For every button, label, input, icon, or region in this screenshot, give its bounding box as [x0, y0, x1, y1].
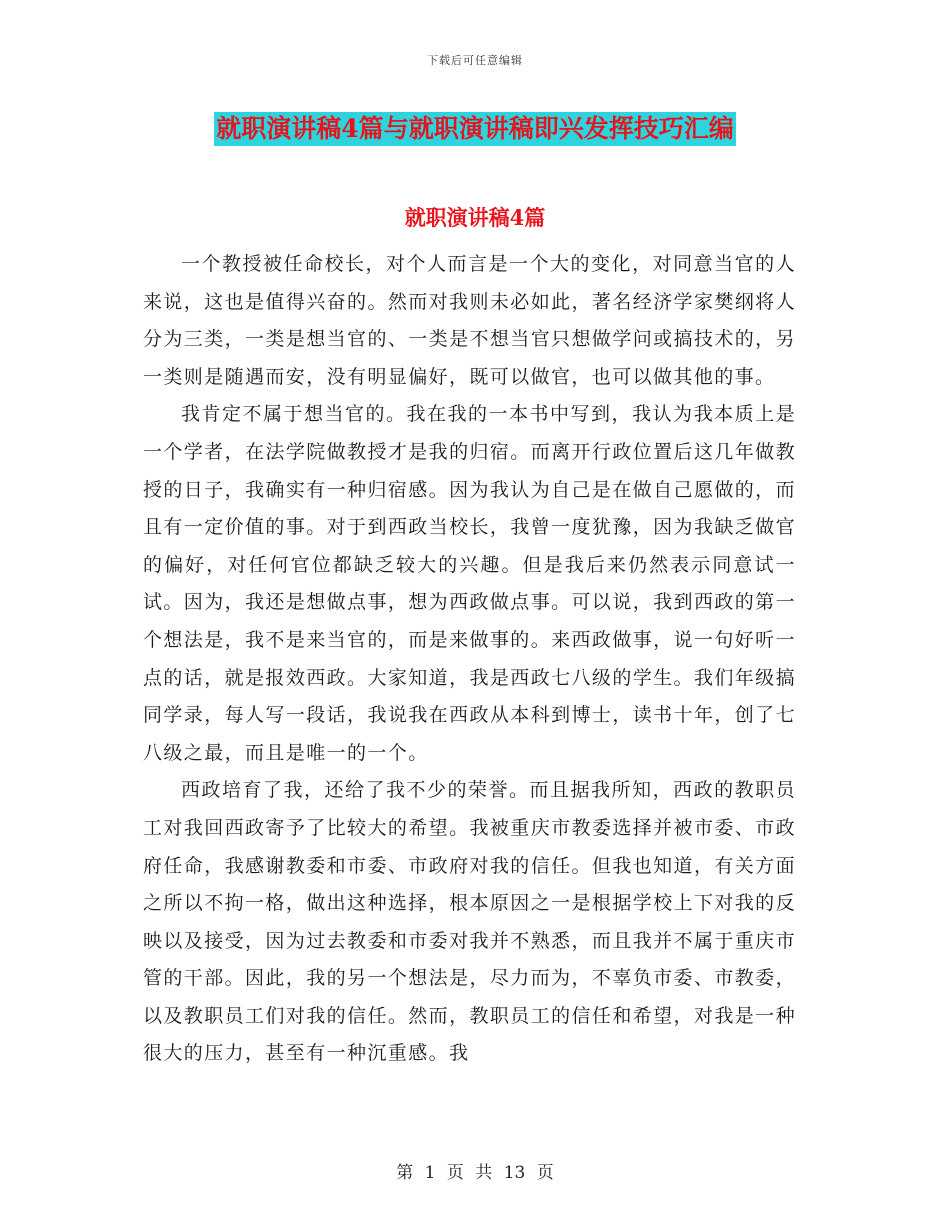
paragraph: 我肯定不属于想当官的。我在我的一本书中写到，我认为我本质上是一个学者，在法学院做教授才是我的归宿。而离开行政位置后这几年做教授的日子，我确实有一种归宿感。因为我认为自己是在做自己愿做的，而且有一定价值的事。对于到西政当校长，我曾一度犹豫，因为我缺乏做官的偏好，对任何官位都缺乏较大的兴趣。但是我后来仍然表示同意试一试。因为，我还是想做点事，想为西政做点事。可以说，我到西政的第一个想法是，我不是来当官的，而是来做事的。来西政做事，说一句好听一点的话，就是报效西政。大家知道，我是西政七八级的学生。我们年级搞同学录，每人写一段话，我说我在西政从本科到博士，读书十年，创了七八级之最，而且是唯一的一个。: [143, 403, 796, 764]
header-note: 下载后可任意编辑: [427, 54, 523, 67]
document-title: 就职演讲稿4篇与就职演讲稿即兴发挥技巧汇编: [214, 112, 735, 146]
document-body: [143, 246, 796, 1073]
section-title: 就职演讲稿4篇: [404, 205, 546, 230]
paragraph: 一个教授被任命校长，对个人而言是一个大的变化，对同意当官的人来说，这也是值得兴奋的。然而对我则未必如此，著名经济学家樊纲将人分为三类，一类是想当官的、一类是不想当官只想做学问或搞技术的，另一类则是随遇而安，没有明显偏好，既可以做官，也可以做其他的事。: [143, 253, 796, 388]
paragraph: 西政培育了我，还给了我不少的荣誉。而且据我所知，西政的教职员工对我回西政寄予了比较大的希望。我被重庆市教委选择并被市委、市政府任命，我感谢教委和市委、市政府对我的信任。但我也知道，有关方面之所以不拘一格，做出这种选择，根本原因之一是根据学校上下对我的反映以及接受，因为过去教委和市委对我并不熟悉，而且我并不属于重庆市管的干部。因此，我的另一个想法是，尽力而为，不辜负市委、市教委，以及教职员工们对我的信任。然而，教职员工的信任和希望，对我是一种很大的压力，甚至有一种沉重感。我: [143, 779, 796, 1065]
document-title-container: [0, 112, 950, 146]
page-footer: 第 1 页 共 13 页: [396, 1163, 554, 1183]
